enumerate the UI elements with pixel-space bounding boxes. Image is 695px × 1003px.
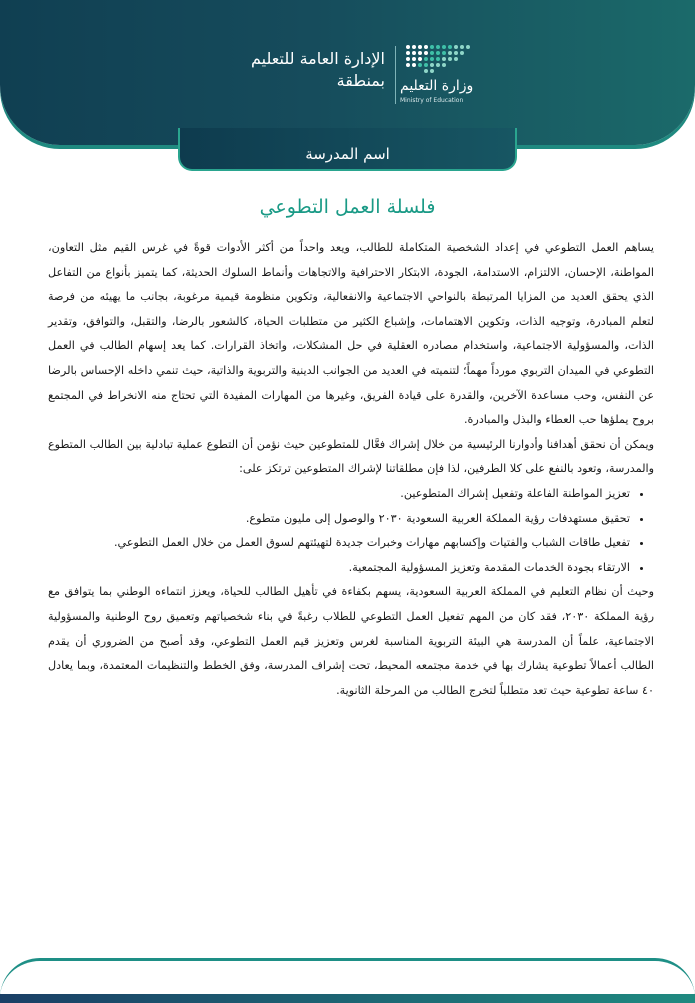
document-body xyxy=(48,236,654,703)
header-divider xyxy=(395,46,396,104)
document-title: فلسلة العمل التطوعي xyxy=(259,196,436,218)
administration-title-line1: الإدارة العامة للتعليم xyxy=(251,49,385,68)
ministry-name-arabic: وزارة التعليم xyxy=(400,78,474,94)
school-name-tab xyxy=(178,128,517,171)
administration-title xyxy=(185,48,385,92)
ministry-logo xyxy=(400,42,500,104)
page-footer xyxy=(0,958,695,1003)
footer-bar xyxy=(0,994,695,1003)
goals-list xyxy=(48,482,654,580)
list-item: • تعزيز المواطنة الفاعلة وتفعيل إشراك المتطوعين. xyxy=(48,482,630,507)
list-item: • تفعيل طاقات الشباب والفتيات وإكسابهم مهارات وخبرات جديدة لتهيئتهم لسوق العمل من خلال العمل التطوعي. xyxy=(48,531,630,556)
administration-title-line2: بمنطقة xyxy=(336,71,385,90)
ministry-name-english: Ministry of Education xyxy=(400,97,464,104)
list-item: • تحقيق مستهدفات رؤية المملكة العربية السعودية ٢٠٣٠ والوصول إلى مليون متطوع. xyxy=(48,507,630,532)
paragraph-intro: يساهم العمل التطوعي في إعداد الشخصية المتكاملة للطالب، ويعد واحداً من أكثر الأدوات قوةً في غرس القيم مثل التعاون، المواطنة، الإحسان، الالتزام، الاستدامة، الجودة، الابتكار الاحترافية والاتجاهات وأنماط السلوك الحديثة، كما يتميز بأنواع من التفاعل الذي يحقق العديد من المزايا المرتبطة بالنواحي الاجتماعية والانفعالية، وتكوين منظومة قيمية مرغوبة، بجانب ما يهيئه من فرصة لتعلم المبادرة، وتوجيه الذات، وتكوين الاهتمامات، وإشباع الكثير من متطلبات الحياة، كالشعور بالرضا، والتقبل، والتوافق، وتقدير الذات، والمسؤولية الاجتماعية، واستخدام مصادره العقلية في حل المشكلات، واتخاذ القرارات. كما يعد إسهام الطالب في العمل التطوعي في الميدان التربوي مورداً مهماً؛ لتنميته في العديد من الجوانب الدينية والتربوية والذاتية، حيث تنمي داخله الإحساس بالرضا عن النفس، وحب مساعدة الآخرين، والقدرة على قيادة الفريق، وغيرها من المهارات المفيدة التي تحتاج منه الانخراط في المجتمع بروح يملؤها حب العطاء والبذل والمبادرة. xyxy=(48,241,654,427)
paragraph-conclusion: وحيث أن نظام التعليم في المملكة العربية السعودية، يسهم بكفاءة في تأهيل الطالب للحياة، ويعزز انتماءه الوطني بما يتوافق مع رؤية المملكة ٢٠٣٠، فقد كان من المهم تفعيل العمل التطوعي للطلاب رغبةً في بناء شخصياتهم وتعميق روح الوطنية والمسؤولية الاجتماعية، علماً أن المدرسة هي البيئة التربوية المناسبة لغرس وتعزيز قيم العمل التطوعي، وقد أصبح من الضروري أن يقدم الطالب أعمالاً تطوعية يشارك بها في خدمة مجتمعه المحيط، تحت إشراف المدرسة، وفق الخطط والتنظيمات المعتمدة، وبما يعادل ٤٠ ساعة تطوعية حيث تعد متطلباً لتخرج الطالب من المرحلة الثانوية. xyxy=(48,585,654,697)
ministry-dots-icon xyxy=(400,42,490,76)
paragraph-goals: ويمكن أن نحقق أهدافنا وأدوارنا الرئيسية من خلال إشراك فعَّال للمتطوعين حيث نؤمن أن التطوع عملية تبادلية بين الطالب المتطوع والمدرسة، وتعود بالنفع على كلا الطرفين، لذا فإن مطلقاتنا لإشراك المتطوعين ترتكز على: xyxy=(48,437,654,476)
list-item: • الارتقاء بجودة الخدمات المقدمة وتعزيز المسؤولية المجتمعية. xyxy=(48,556,630,581)
school-name: اسم المدرسة xyxy=(305,145,390,163)
page-header xyxy=(0,0,695,145)
